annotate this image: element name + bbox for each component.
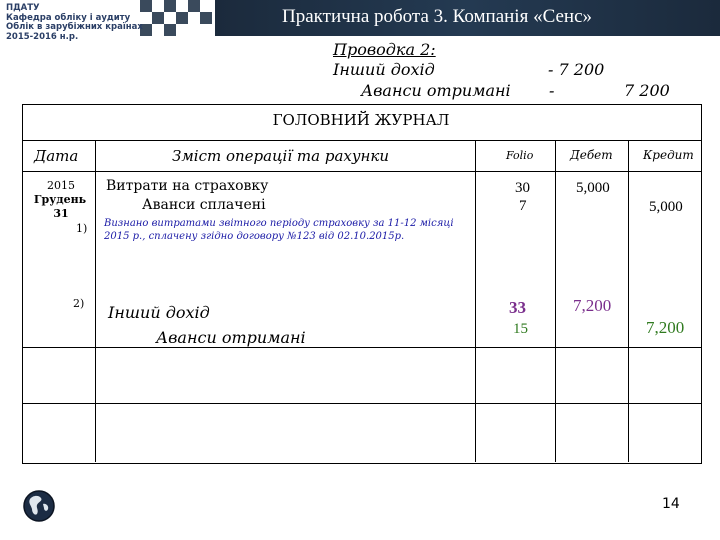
column-header-content: Зміст операції та рахунки [172, 147, 390, 165]
column-header-debit: Дебет [570, 148, 613, 162]
header-divider-top [22, 140, 701, 141]
org-line: ПДАТУ [6, 3, 40, 13]
entry-debit-account: Інший дохід [108, 303, 210, 322]
folio-credit: 15 [513, 321, 528, 337]
folio-credit: 7 [519, 198, 527, 214]
column-header-credit: Кредит [643, 148, 694, 162]
org-line: 2015-2016 н.р. [6, 31, 79, 42]
entry-year: 2015 [47, 179, 75, 192]
organization-block [6, 4, 143, 42]
column-divider [95, 140, 96, 462]
entry-credit-account: Аванси отримані [156, 328, 306, 347]
column-divider [555, 140, 556, 462]
debit-amount: 5,000 [576, 180, 610, 196]
entry-number: 1) [76, 222, 88, 235]
row-divider [22, 403, 701, 404]
posting-credit-dash: - [549, 81, 555, 100]
header-divider-bottom [22, 171, 701, 172]
entry-day: 31 [53, 207, 69, 220]
row-divider [22, 347, 701, 348]
credit-amount: 5,000 [649, 199, 683, 215]
folio-debit: 30 [515, 180, 530, 196]
posting-credit-amount: 7 200 [624, 81, 670, 100]
column-divider [475, 140, 476, 462]
entry-credit-account: Аванси сплачені [142, 197, 266, 213]
folio-debit: 33 [509, 298, 526, 317]
column-header-folio: Folio [506, 149, 534, 162]
globe-icon [22, 489, 56, 523]
column-divider [628, 140, 629, 462]
credit-amount: 7,200 [646, 318, 685, 337]
page-number: 14 [662, 496, 680, 512]
posting-heading: Проводка 2: [333, 40, 436, 59]
posting-debit-account: Інший дохід [333, 60, 435, 79]
entry-month: Грудень [33, 193, 87, 206]
journal-title: ГОЛОВНИЙ ЖУРНАЛ [272, 111, 450, 129]
decorative-pattern [140, 0, 220, 36]
debit-amount: 7,200 [573, 296, 612, 315]
entry-number: 2) [73, 297, 85, 310]
entry-debit-account: Витрати на страховку [106, 178, 269, 194]
column-header-date: Дата [34, 147, 79, 165]
slide-title: Практична робота 3. Компанія «Сенс» [282, 6, 593, 27]
org-line: Кафедра обліку і аудиту [6, 12, 131, 23]
org-line: Облік в зарубіжних країнах [6, 22, 143, 32]
entry-note: Визнано витратами звітного періоду страховку за 11-12 місяці 2015 р., сплачену згідно договору №123 від 02.10.2015р. [104, 218, 454, 242]
posting-credit-account: Аванси отримані [361, 81, 511, 100]
posting-debit-amount: - 7 200 [548, 60, 605, 79]
